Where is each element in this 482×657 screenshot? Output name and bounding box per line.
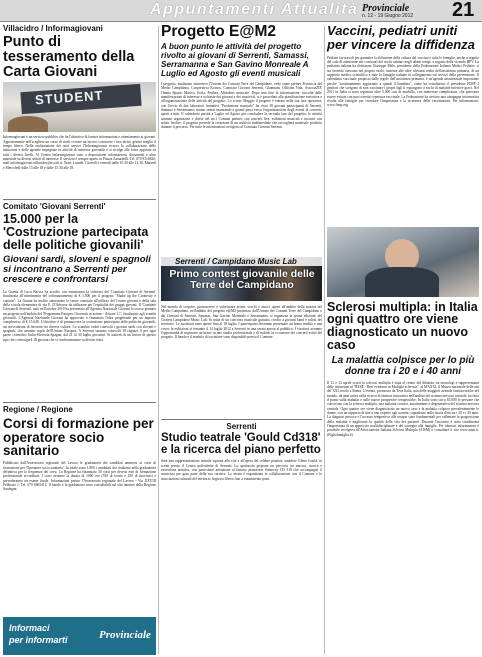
- article-comitato-giovani: [3, 202, 156, 400]
- column-right: [327, 24, 479, 599]
- article-body: Pubblicato dall'Assessorato regionale del Lavoro le graduatorie dei candidati ammessi ai corsi di formazione per 'Operatore socio sanitario'. In totale sono 1.800 i candidati che risultano nella graduatoria definitiva per la frequenza dei corsi. La Regione ha finanziato 30 corsi per diversi enti di formazione professionale accreditati. I corsi avranno la durata di 1000 ore (550 di teoria e 450 di tirocinio) e prevederanno un esame finale. Informazioni presso l'Assessorato regionale del Lavoro - Via XXVIII Febbraio 1. Tel. 070 6065412. Il bando e la graduatoria sono consultabili sul sito internet della Regione Sardegna.: [3, 461, 156, 492]
- article-body: Sarà una rappresentazione teatrale ispirata alla vita e all'opera del celebre pianista canadese Glenn Gould, in scena presso il Centro polivalente di Serrenti. Lo spettacolo propone un percorso tra musica, ricerca e ossessione artistica, con particolare attenzione al famoso pianoforte Steinway CD 318 che accompagnò il musicista per gran parte della sua carriera. La serata è organizzata in collaborazione con il Comune e le associazioni culturali del territorio. Ingresso libero fino a esaurimento posti.: [161, 459, 322, 481]
- footer-logo: Provinciale: [99, 629, 151, 641]
- article-studio-teatrale: [161, 422, 322, 513]
- article-contest-giovanile: [161, 257, 322, 417]
- article-title: Studio teatrale 'Gould Cd318' e la ricerca del piano perfetto: [161, 431, 321, 456]
- footer-banner: [3, 617, 156, 655]
- footer-text: [9, 622, 68, 646]
- article-title: Primo contest giovanile delle Terre del Campidano: [169, 267, 315, 291]
- article-title: Corsi di formazione per operatore socio sanitario: [3, 415, 154, 459]
- hand-shape: [8, 116, 48, 132]
- divider: [3, 199, 156, 200]
- person-body-shape: [365, 267, 439, 297]
- article-informagiovani: [3, 24, 156, 197]
- article-body: Il 12 e 13 aprile scorsi la sclerosi multipla è stata al centro del dibattito tra neurologi e rappresentanti delle istituzioni al "RESE - Best evidence in Multiple sclerosis", al MAXXI, il Museo nazionale delle arti del XXI secolo a Roma. L'evento, promosso da Teva Italia, una delle maggiori aziende farmaceutiche nel mondo, da anni attiva nella ricerca di farmaci innovativi nell'ambito del sistema nervoso centrale, ha fatto il punto sulla malattia e sulle nuove prospettive terapeutiche. In Italia sono circa 65.000 le persone che convivono con la sclerosi multipla, una malattia cronica, autoimmune e degenerativa del sistema nervoso centrale. Ogni quattro ore viene diagnosticato un nuovo caso e la malattia colpisce prevalentemente le donne, con un rapporto di due a uno rispetto agli uomini, soprattutto nella fascia d'età tra i 20 e i 40 anni. La diagnosi precoce e l'accesso tempestivo alle terapie sono fondamentali per rallentare la progressione della malattia e migliorare la qualità della vita dei pazienti. Durante l'incontro è stata sottolineata l'importanza di un approccio multidisciplinare e del sostegno alle famiglie. Per ulteriori informazioni è possibile rivolgersi all'Associazione Italiana Sclerosi Multipla (AISM) o consultare il sito www.aism.it. (Figliofamiglia.it): [327, 380, 479, 437]
- article-kicker: Villacidro / Informagiovani: [3, 24, 103, 33]
- column-divider: [324, 26, 325, 654]
- column-left: [3, 24, 156, 531]
- article-kicker: Regione / Regione: [3, 404, 73, 414]
- issue-date: n. 12 - 19 Giugno 2012: [362, 13, 414, 19]
- article-body: Informagiovani è un servizio pubblico che ha l'obiettivo di fornire informazioni e orientamento ai giovani. Appositamente nell'scegliere un corso di studi, cercare un lavoro, conoscere i loro diritti, gestire meglio il tempo libero. Nella realizzazione dei suoi servizi l'Informagiovani ricerca la collaborazione delle istituzioni e delle agenzie impegnate in attività di interesse giovanile e si rivolge alle forze apposite su tutti i diversi livelli. Al Centro Informagiovani sono a disposizione informazioni, documenti e altro materiale su diversi settori di interesse. Il servizio è sempre aperto in Piazza Zanardelli. Tel. 070 9316820; mail informagiovani.villacidro@tiscali.it. Orari: Lunedì, Giovedì e venerdì dalle 10.30 alle 12.30. Martedì e Mercoledì dalle 15 alle 18 e dalle 15.30 alle 18.: [3, 135, 156, 170]
- article-title: 15.000 per la 'Costruzione partecipata delle politiche giovanili': [3, 212, 149, 252]
- article-photo: [327, 227, 479, 297]
- article-body: Pediatri favorevoli per garantire la diffusione della cultura del vaccino e tutte le famiglie, anche a seguito del calo di attenzione nei confronti dei rischi sanitari negli ultimi tempi, a seguito della vicenda HPV. La pediatria italiana ha dichiarato Giuseppe Mele, presidente della Federazione Italiana Medici Pediatri: si sta facendo ciascuno nel proprio ruolo, insieme alle altre rilevanti realtà dell'assistenza primaria, di un supporto medico scientifico a tutte le famiglie italiane in collegamento sui servizi della prevenzione. Il calendario vaccinale proposto dalle regole dell'assistenza primaria, è un'agenda assistenziale importante perché "continuamente aggiornato a quindi il bambino", come ha sottolineato il presidente FIMP. I genitori che scelgono di non vaccinare i propri figli li espongono a rischi di malattie infettive gravi. Nel 2011 in Italia si sono registrati oltre 5.000 casi di morbillo, con numerose complicanze, che potevano essere evitate con una corretta copertura vaccinale. La Federazione ha avviato una campagna informativa rivolta alle famiglie per ricordare l'importanza e la sicurezza delle vaccinazioni. Per informazioni: www.fimp.org: [327, 55, 479, 108]
- article-body: Nel mondo di scoprire, promuovere e valorizzare artisti, vecchi o nuovi, aperti all'ambito della musica nel Medio Campidano, nell'ambito del progetto e@M2 promosso dall'Unione dei Comuni Terre del Campidano e dai Comuni di Serrenti, Samassi, San Gavino Monreale e Serramanna, si organizza la prima edizione del Contest Campidano Music Lab. Si tratta di un concorso musicale gratuito, rivolto a giovani band e solisti del territorio. Le iscrizioni sono aperte fino al 18 luglio. I partecipanti dovranno presentare un brano inedito e una cover, le esibizioni si terranno il 14 luglio 2012 a Serrenti in una serata aperta al pubblico. I vincitori avranno l'opportunità di registrare un brano in uno studio professionale e di esibirsi in occasione dei concerti estivi del progetto. Il bando e il modulo di iscrizione sono disponibili presso il Comune.: [161, 304, 322, 340]
- article-lead: A buon punto le attività del progetto rivolto ai giovani di Serrenti, Samassi, Serramanna e San Gavino Monreale A Luglio ed Agosto gli eventi musicali: [161, 41, 309, 78]
- page-number: 21: [452, 0, 475, 21]
- article-kicker: Comitato 'Giovani Serrenti': [3, 202, 106, 212]
- article-vaccini: [327, 24, 479, 224]
- student-card-text: STUDENT: [34, 87, 104, 108]
- article-title: Vaccini, pediatri uniti per vincere la diffidenza: [327, 23, 475, 53]
- article-kicker: Serrenti: [226, 421, 257, 431]
- article-progetto-em2: [161, 24, 322, 254]
- article-lead: La malattia colpisce per lo più donne tra i 20 e i 40 anni: [331, 354, 475, 377]
- footer-line: per informarti: [9, 635, 68, 645]
- column-center: [161, 24, 322, 513]
- article-title: Punto di tesseramento della Carta Giovani: [3, 34, 135, 80]
- divider: [3, 402, 156, 403]
- page-header: [0, 0, 482, 22]
- photo-caption: Serrenti / Campidano Music Lab: [175, 256, 297, 266]
- article-body: La Giunta di Luca Baccia ha accolto con entusiasmo la richiesta del 'Comitato Giovani di Serrenti' finalizzata all'ottenimento del cofinanziamento di € 1.500 per il progetto "Shake up the Creativity e contatti". La Giunta ha inoltre autorizzato le stesse comitato all'utilizzo del Centro giovani e della sala della scuola elementare di via E. D'Arborea da utilizzare per l'ospitalità dei gruppi giovani. Il 'Comitato Giovani di Serrenti', nato nell'ottobre 2010 ha presentato all'Agenzia Nazionale Giovani lo scorso gennaio un progetto nell'ambito del 'Programma Europeo Gioventù in azione - Azione 1.1', finalizzato agli scambi giovanili. L'Agenzia Nazionale Giovani ha approvato e finanziato l'idea progettuale per un importo complessivo di € 15.648. L'obiettivo è di promuovere la costruzione partecipata delle politiche giovanili, sui meccanismi di incontro tra diverse culture. Lo scambio vedrà coinvolti i giovani sardi con sloveni e spagnoli, che saranno ospiti dell'Unione Europea. A Serrenti saranno coinvolti 18 ragazzi, 6 per ogni paese coinvolto: Italia-Slovenia-Spagna, dal 21 al 30 luglio prossimi. Si tratterà di un lavoro di questo tipo che coinvolgerà 18 giovani che si confronteranno su diversi temi.: [3, 289, 156, 342]
- divider: [161, 419, 322, 420]
- article-title: Progetto E@M2: [161, 23, 277, 40]
- article-body: I progetto, analizzato attraverso l'Unione dei Comuni Terre del Campidano, vede come partner Provincia del Medio Campidano, Cooperativa Koinos, Comitato Giovani Serrenti, Ghannam, Officina Vida, AssociaZIP, Omnia Spazio Musica, Erola, Fenhea, Altinobus musicale. Dopo una fase di informazione, raccolta delle manifestazioni di interesse e richieste dei giovani e dei musicisti, si è proceduto alla pianificazione esecutiva e all'organizzazione delle attività del progetto. Lo scorso Maggio il progetto è entrato nella sua fase operativa, con l'avvio di due laboratori formativi "Produzione musicale" ha visto 18 giovani partecipanti di Serrenti, Samassi e Serramanna; stanno ormai avanzando a grandi passi verso l'organizzazione degli eventi di concerti, aperti a tutti. Il calendario partirà a Luglio ed Agosto per concludere la seconda fase del progetto: le attività saranno organizzate e divise nel tra i Comuni partner, con concerti live, esibizioni musicali e incontri con artisti. Inoltre, il progetto prevede la creazione di un archivio multimediale che raccoglierà materiale prodotto durante il percorso. Per tutte le informazioni rivolgersi al Comitato Giovani Serrenti.: [161, 81, 322, 130]
- newspaper-logo: Provinciale: [362, 3, 410, 14]
- section-title: Appuntamenti Attualità: [150, 1, 359, 18]
- column-divider: [158, 26, 159, 654]
- article-photo: [161, 257, 322, 301]
- article-photo: [3, 82, 156, 132]
- article-title: Sclerosi multipla: in Italia ogni quattro ore viene diagnosticato un nuovo caso: [327, 299, 478, 352]
- article-sclerosi-multipla: [327, 301, 479, 599]
- article-lead: Giovani sardi, sloveni e spagnoli si incontrano a Serrenti per crescere e confrontarsi: [3, 253, 151, 286]
- article-corsi-formazione: [3, 405, 156, 531]
- footer-line: Informaci: [9, 623, 50, 633]
